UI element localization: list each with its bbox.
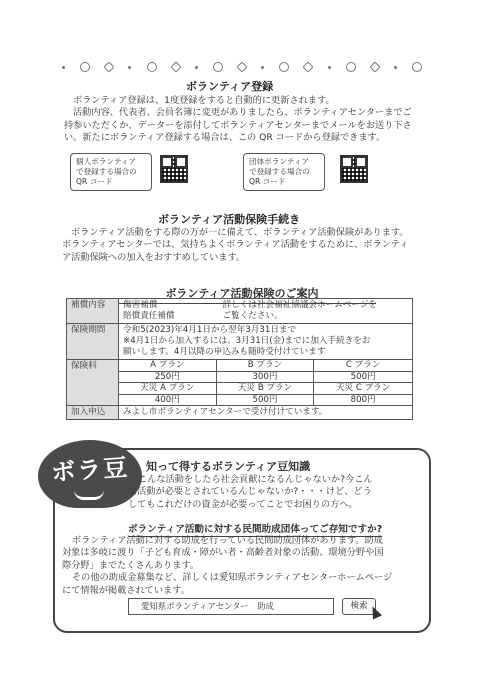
registration-title: ボランティア登録 — [186, 80, 274, 93]
body-line: にて情報が掲載されています。 — [62, 584, 190, 596]
knowledge-body — [62, 535, 424, 597]
qr-code-individual[interactable] — [160, 155, 188, 183]
plan-price: 800円 — [350, 394, 376, 405]
badge-label: ボラ豆 — [50, 453, 131, 487]
plan-name: 天災 A プラン — [119, 383, 217, 395]
plan-price: 250円 — [119, 372, 217, 384]
period-line: 願いします。4月以降の申込みも随時受付けています — [123, 347, 326, 357]
insurance-procedure-text — [62, 227, 432, 264]
bird-icon — [170, 61, 181, 72]
qr-individual-label — [70, 153, 152, 191]
registration-text — [64, 95, 424, 145]
bird-icon — [369, 61, 380, 72]
search-button[interactable]: 検索 — [342, 598, 376, 615]
note-line: 詳しくは社会福祉協議会ホームページを — [222, 300, 378, 310]
flower-icon — [279, 62, 289, 72]
row-label: 加入申込 — [67, 406, 119, 420]
body-line: ボランティア活動に対する助成を行っている民間助成団体があります。助成 — [72, 535, 383, 546]
flower-icon — [80, 62, 90, 72]
flower-icon — [412, 62, 422, 72]
registration-line: 持参いただくか、データーを添付してボランティアセンターまでメールをお送り下さ — [64, 119, 412, 131]
registration-line: ボランティア登録は、1度登録をすると自動的に更新されます。 — [73, 95, 335, 106]
body-line: その他の助成金募集など、詳しくは愛知県ボランティアセンターホームページ — [72, 572, 393, 584]
bird-icon — [104, 61, 115, 72]
dot-icon — [394, 66, 397, 69]
bird-icon — [303, 61, 314, 72]
intro-line: こんな活動をしたら社会貢献になるんじゃないか?今こん — [138, 474, 373, 485]
decorative-border — [62, 60, 422, 74]
bird-icon — [236, 61, 247, 72]
plan-name: 天災 C プラン — [314, 383, 412, 395]
plan-name: C プラン — [314, 360, 412, 372]
fee-cell — [119, 360, 413, 406]
plan-name: A プラン — [119, 360, 217, 372]
qr-label-line: で登録する場合の — [76, 167, 137, 176]
flower-icon — [346, 62, 356, 72]
row-label: 保険期間 — [67, 324, 119, 360]
plan-price: 300円 — [217, 372, 315, 384]
plan-price: 500円 — [217, 395, 315, 406]
qr-label-line: 団体ボランティア — [249, 157, 310, 166]
search-field[interactable]: 愛知県ボランティアセンター 助成 — [128, 598, 334, 615]
note-line: ご覧ください。 — [222, 311, 283, 321]
flower-icon — [147, 62, 157, 72]
bean-badge — [38, 440, 142, 508]
body-line: 対象は多岐に渡り「子ども育成・障がい者・高齢者対象の活動、環境分野や国 — [62, 547, 384, 559]
body-line: 際分野」までたくさんあります。 — [62, 559, 200, 571]
dot-icon — [195, 66, 198, 69]
plan-price: 500円 — [314, 372, 412, 384]
coverage-items — [119, 299, 219, 324]
period-line: ※4月1日から加入するには、3月31日(金)までに加入手続きをお — [123, 336, 371, 346]
intro-line: してもこれだけの資金が必要ってことでお困りの方へ。 — [128, 498, 358, 510]
table-row — [67, 360, 413, 406]
plan-grid — [119, 360, 412, 405]
dot-icon — [62, 66, 65, 69]
intro-line: な活動が必要とされているんじゃないか?・・・けど、どう — [128, 486, 372, 498]
insurance-procedure-title: ボランティア活動保険手続き — [158, 213, 301, 226]
search-box — [128, 598, 376, 615]
knowledge-subtitle: ボランティア活動に対する民間助成団体ってご存知ですか? — [128, 521, 382, 537]
plan-name: 天災 B プラン — [217, 383, 315, 395]
qr-label-line: 個人ボランティア — [76, 157, 137, 166]
qr-group-label — [243, 153, 325, 191]
flower-icon — [213, 62, 223, 72]
period-cell — [119, 324, 413, 360]
table-row — [67, 324, 413, 360]
qr-label-line: QR コード — [76, 177, 113, 186]
table-row — [67, 299, 413, 324]
registration-line: 活動内容、代表者、会員名簿に変更がありましたら、ボランティアセンターまでご — [73, 107, 412, 119]
procedure-line: ア活動保険への加入をおすすめしています。 — [62, 251, 246, 263]
registration-line: い。新たにボランティア登録する場合は、この QR コードから登録できます。 — [64, 132, 386, 144]
plan-price: 400円 — [119, 395, 217, 406]
row-label: 保険料 — [67, 360, 119, 406]
procedure-line: ボランティアセンターでは、気持ちよくボランティア活動をするために、ボランティ — [62, 239, 409, 251]
procedure-line: ボランティア活動をする際の万が一に備えて、ボランティア活動保険があります。 — [71, 227, 409, 238]
qr-code-group[interactable] — [340, 155, 368, 183]
coverage-item: 傷害補償 — [123, 300, 158, 310]
knowledge-intro — [128, 474, 424, 511]
row-label: 補償内容 — [67, 299, 119, 324]
qr-label-line: で登録する場合の — [249, 167, 310, 176]
dot-icon — [128, 66, 131, 69]
plan-name: B プラン — [217, 360, 315, 372]
dot-icon — [261, 66, 264, 69]
qr-label-line: QR コード — [249, 177, 286, 186]
insurance-table — [66, 298, 413, 420]
dot-icon — [328, 66, 331, 69]
period-line: 令和5(2023)年4月1日から翌年3月31日まで — [123, 325, 297, 335]
coverage-note — [219, 299, 413, 324]
table-row — [67, 406, 413, 420]
apply-cell: みよし市ボランティアセンターで受け付けています。 — [119, 406, 413, 420]
coverage-item: 賠償責任補償 — [123, 311, 175, 321]
insurance-info-title: ボランティア活動保険のご案内 — [108, 285, 376, 304]
knowledge-title: 知って得するボランティア豆知識 — [146, 460, 311, 473]
